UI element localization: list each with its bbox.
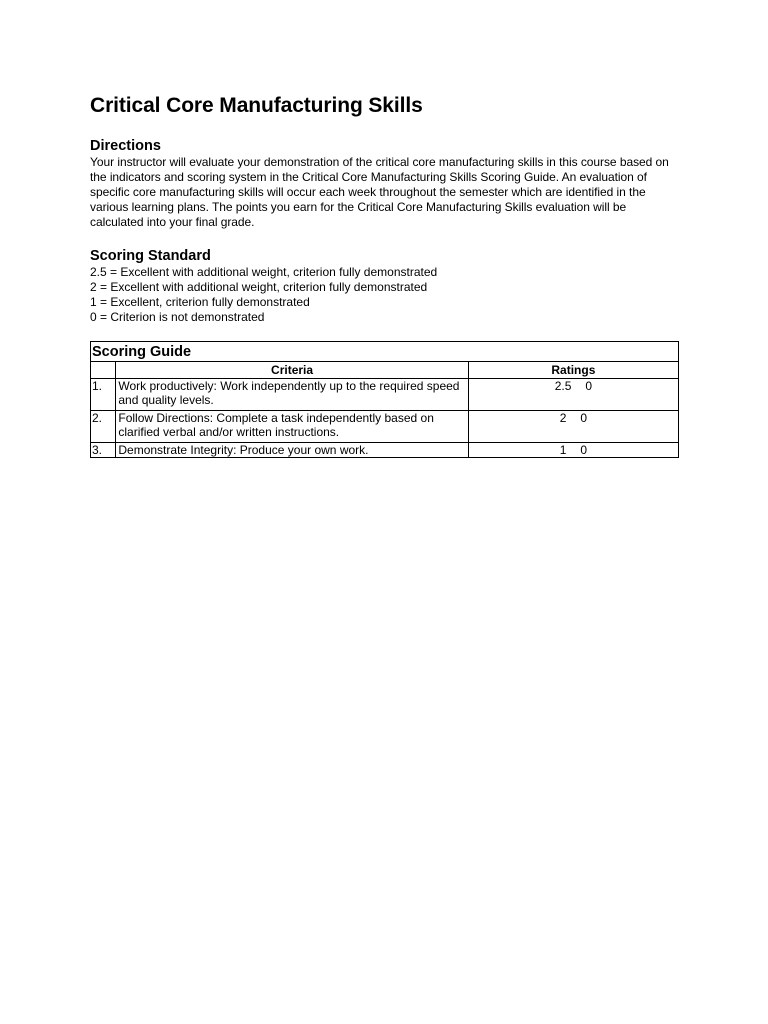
- scoring-guide-table: [90, 341, 679, 458]
- rating-value: 0: [580, 410, 588, 425]
- row-ratings: [468, 378, 678, 410]
- scoring-standard-item: 1 = Excellent, criterion fully demonstrated: [90, 295, 310, 309]
- rating-value: 0: [580, 442, 588, 457]
- rating-value: 2.5: [554, 378, 572, 393]
- scoring-standard-heading: Scoring Standard: [90, 248, 211, 264]
- rating-value: 1: [559, 442, 567, 457]
- row-ratings: [468, 410, 678, 442]
- scoring-guide-heading: Scoring Guide: [91, 342, 679, 362]
- scoring-guide-caption-row: [91, 342, 679, 362]
- table-row: [91, 442, 679, 458]
- directions-heading: Directions: [90, 138, 161, 154]
- rating-value: 0: [585, 378, 593, 393]
- scoring-standard-list: [90, 265, 680, 325]
- row-ratings: [468, 442, 678, 458]
- document-page: [90, 92, 680, 458]
- criteria-column-header: Criteria: [116, 362, 468, 379]
- row-number: 3.: [91, 442, 116, 458]
- row-criteria: Work productively: Work independently up to the required speed and quality levels.: [116, 378, 468, 410]
- row-number: 2.: [91, 410, 116, 442]
- scoring-standard-item: 0 = Criterion is not demonstrated: [90, 310, 265, 324]
- table-row: [91, 378, 679, 410]
- number-column-header: [91, 362, 116, 379]
- scoring-standard-item: 2 = Excellent with additional weight, criterion fully demonstrated: [90, 280, 428, 294]
- directions-text: Your instructor will evaluate your demonstration of the critical core manufacturing skills in this course based on the indicators and scoring system in the Critical Core Manufacturing Skills Scoring Guide. An evaluation of specific core manufacturing skills will occur each week throughout the semester which are identified in the various learning plans. The points you earn for the Critical Core Manufacturing Skills evaluation will be calculated into your final grade.: [90, 155, 669, 229]
- row-criteria: Follow Directions: Complete a task independently based on clarified verbal and/or written instructions.: [116, 410, 468, 442]
- row-criteria: Demonstrate Integrity: Produce your own work.: [116, 442, 468, 458]
- table-header-row: [91, 362, 679, 379]
- ratings-column-header: Ratings: [468, 362, 678, 379]
- row-number: 1.: [91, 378, 116, 410]
- table-row: [91, 410, 679, 442]
- rating-value: 2: [559, 410, 567, 425]
- scoring-standard-item: 2.5 = Excellent with additional weight, criterion fully demonstrated: [90, 265, 438, 279]
- page-title: Critical Core Manufacturing Skills: [90, 94, 423, 117]
